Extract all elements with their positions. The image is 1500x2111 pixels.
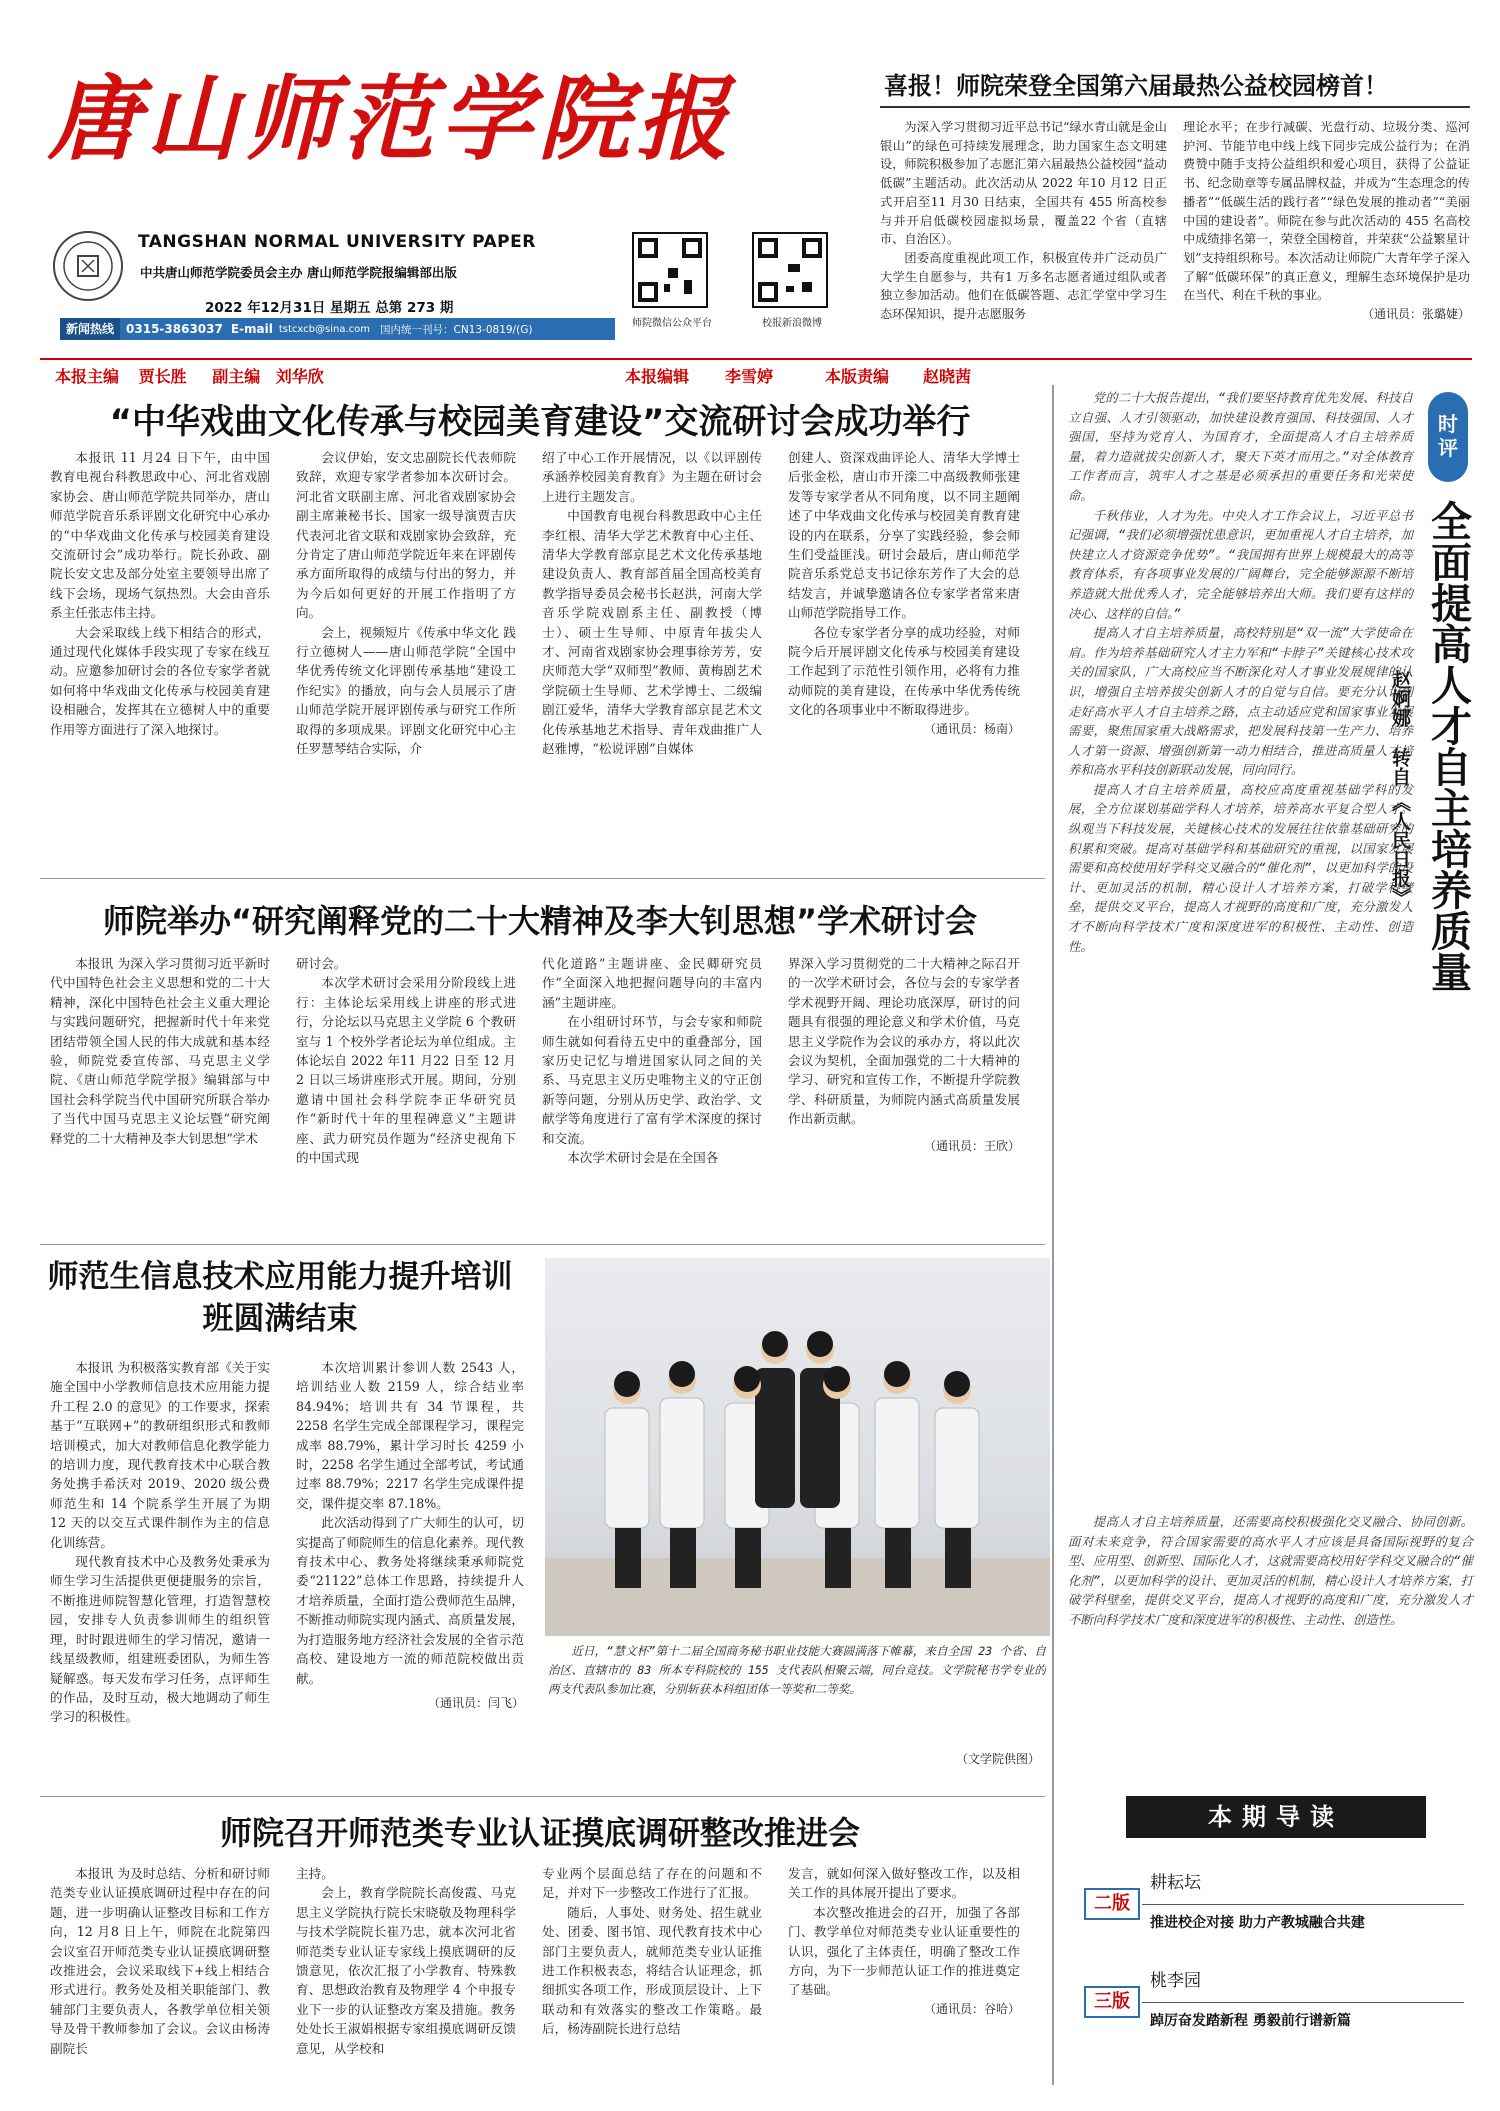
top-article-p2: 团委高度重视此项工作，积极宣传并广泛动员广大学生自愿参与，共有1 万多名志愿者通过组队或者独立参加活动。他们在低碳答题、志汇学堂中学习生态环保知识，提升志愿服务 [880,250,1167,322]
hotline-phone: 0315-3863037 [126,322,223,336]
a2-p7: 界深入学习贯彻党的二十大精神之际召开的一次学术研讨会，各位与会的专家学者学术视野开阔、理论功底深厚，研讨的问题具有很强的理论意义和学术价值，马克思主义学院作为会议的承办方，将以此次会议为契机，全面加强党的二十大精神的学习、研究和宣传工作，不断提升学院教学、科研质量，为师院内涵式高质量发展作出新贡献。 [788,956,1020,1127]
a3-p3: 本次培训累计参训人数 2543 人，培训结业人数 2159 人，综合结业率 84.94%；培训共有 34 节课程，共 2258 名学生完成全部课程学习，课程完成率 88.79%，累计学习时长 4259 小时，2258 名学生通过全部考试，考试通过率 88.79%；2217 名学生完成课件提交，课件提交率 87.18%。 [296,1360,524,1511]
a3-p1: 本报讯 为积极落实教育部《关于实施全国中小学教师信息技术应用能力提升工程 2.0 的意见》的工作要求，探索基于“互联网+”的教研组织形式和教师培训模式，加大对教师信息化教学能力的培训力度，现代教育技术中心联合教务处携手希沃对 2019、2020 级公费师范生和 14 个院系学生开展了为期 12 天的以交互式课件制作为主的信息化训练营。 [50,1360,270,1550]
email-label: E-mail [230,322,273,336]
commentary-source-label: 转自 [1389,747,1411,786]
rule-2 [40,1244,1045,1245]
group-photo-figures [545,1258,1050,1636]
masthead-title: 唐山师范学院报 [48,65,735,173]
guide-title-bar [1126,1796,1426,1838]
top-article-signature: （通讯员：张璐婕） [1361,307,1470,322]
commentary-headline: 全面提高人才自主培养质量 [1424,500,1472,992]
a2-signature: （通讯员：王欣） [923,1138,1020,1153]
a4-p7: 本次整改推进会的召开，加强了各部门、教学单位对师范类专业认证重要性的认识，强化了主体责任，明确了整改工作方向，为下一步师范认证工作的推进奠定了基础。 [788,1904,1020,1998]
commentary-badge-top: 时 [1438,412,1458,436]
a2-p3: 本次学术研讨会采用分阶段线上进行：主体论坛采用线上讲座的形式进行，分论坛以马克思主义学院 6 个教研室与 1 个校外学者论坛为单位组成。主体论坛自 2022 年11 月22 日至 12 月2 日以三场讲座形式开展。期间，分别邀请中国社会科学院李正华研究员作“新时代十年的里程碑意义”主题讲座、武力研究员作题为“经济史视角下的中国式现 [296,975,516,1166]
masthead-english: TANGSHAN NORMAL UNIVERSITY PAPER [138,232,536,252]
a3-p4: 此次活动得到了广大师生的认可，切实提高了师院师生的信息化素养。现代教育技术中心、教务处将继续秉承师院党委“21122”总体工作思路，持续提升人才培养质量，全面打造公费师范生品牌，不断推动师院实现内涵式、高质量发展，为打造服务地方经济社会发展的全省示范高校、建设地方一流的师范院校做出贡献。 [296,1515,524,1686]
a1-col2 [296,448,516,868]
a1-col4 [788,448,1020,868]
email-address: tstcxcb@sina.com [278,323,370,335]
commentary-p5: 提高人才自主培养质量，还需要高校积极强化交叉融合、协同创新。面对未来竞争，符合国家需要的高水平人才应该是具备国际视野的复合型、应用型、创新型、国际化人才，这就需要高校用好学科交叉融合的“催化剂”，以更加科学的设计、更加灵活的机制，精心设计人才培养方案，打破学科壁垒，提供交叉平台，提高人才视野的高度和广度，充分激发人才不断向科学技术广度和深度进军的积极性、主动性、创造性。 [1068,1514,1473,1627]
a1-p5: 绍了中心工作开展情况，以《以评剧传承涵养校园美育教育》为主题在研讨会上进行主题发言。 [542,450,762,504]
guide-item-2[interactable] [1084,1964,1464,2044]
weibo-qr-code [752,232,828,308]
a4-p1: 本报讯 为及时总结、分析和研讨师范类专业认证摸底调研过程中存在的问题，进一步明确认证整改目标和工作方向，12 月8 日上午，师院在北院第四会议室召开师范类专业认证摸底调研整改推进会，会议采取线下+线上相结合形式进行。教务处及相关职能部门、教辅部门主要负责人，各教学单位相关领导及骨干教师参加了会议。会议由杨涛副院长 [50,1866,270,2056]
page-editor-label: 本报编辑 [625,367,690,386]
editors-bar [55,364,1055,386]
a1-signature: （通讯员：杨南） [923,721,1020,736]
guide-item-1-headline: 推进校企对接 助力产教城融合共建 [1150,1915,1365,1931]
hotline-ribbon [60,318,615,340]
a1-col1 [50,448,270,868]
header-divider [40,358,1472,360]
commentary-text-lower [1068,1512,1473,1774]
commentary-text-upper [1068,388,1413,1508]
guide-item-1[interactable] [1084,1866,1464,1946]
a1-p2: 大会采取线上线下相结合的形式，通过现代化媒体手段实现了专家在线互动。应邀参加研讨会的各位专家学者就如何将中华戏曲文化传承与校园美育建设相融合，发挥其在立德树人中的重要作用等方面进行了深入地探讨。 [50,624,270,737]
guide-item-1-section: 耕耘坛 [1150,1873,1201,1893]
university-seal-logo [52,230,124,302]
a4-col4 [788,1864,1020,2096]
hotline-label: 新闻热线 [60,318,120,340]
a2-col3 [542,954,762,1276]
guide-item-2-page: 三版 [1084,1986,1140,2018]
commentary-source: 《人民日报》 [1389,792,1411,907]
sidebar-divider [1052,385,1054,2085]
a4-col2 [296,1864,516,2096]
a2-col2 [296,954,516,1276]
group-photo [545,1258,1050,1636]
a4-p6: 发言，就如何深入做好整改工作，以及相关工作的具体展开提出了要求。 [788,1866,1020,1901]
top-article [880,66,1470,356]
rule-3 [40,1796,1045,1797]
a1-p7: 创建人、资深戏曲评论人、清华大学博士后张金松，唐山市开滦二中高级教师张建发等专家学者从不同角度，以不同主题阐述了中华戏曲文化传承与校园美育教育建设的内在联系，分享了实践经验，参会师生们受益匪浅。研讨会最后，唐山师范学院音乐系党总支书记徐东芳作了大会的总结发言，并诚挚邀请各位专家学者常来唐山师范学院指导工作。 [788,450,1020,621]
commentary-p3: 提高人才自主培养质量，高校特别是“双一流”大学使命在肩。作为培养基础研究人才主力军和“卡脖子”关键核心技术攻关的国家队，广大高校应当不断深化对人才事业发展规律的认识，增强自主培养拔尖创新人才的自觉与自信。要充分认识到走好高水平人才自主培养之路，点主动适应党和国家事业发展需要，聚焦国家重大战略需求，把发展科技第一生产力、培养人才第一资源、增强创新第一动力相结合，推进高质量人才培养和高水平科技创新联动发展，同向同行。 [1068,625,1413,778]
top-article-rule [880,106,1470,108]
a1-col3 [542,448,762,868]
a4-p4: 专业两个层面总结了存在的问题和不足，并对下一步整改工作进行了汇报。 [542,1866,762,1901]
a2-p6: 本次学术研讨会是在全国各 [567,1150,719,1166]
chief-editor: 贾长胜 [138,367,187,386]
guide-item-2-headline: 踔厉奋发踏新程 勇毅前行谱新篇 [1150,2013,1351,2029]
guide-item-1-rule [1142,1904,1464,1905]
a3-signature: （通讯员：闫飞） [427,1695,524,1710]
a4-col3 [542,1864,762,2096]
guide-item-1-page: 二版 [1084,1888,1140,1920]
a2-p2: 研讨会。 [296,956,347,971]
a1-p4: 会上，视频短片《传承中华文化 践行立德树人——唐山师范学院“全国中华优秀传统文化评剧传承基地”建设工作纪实》的播放，向与会人员展示了唐山师范学院开展评剧传承与研究工作所取得的多项成果。评剧文化研究中心主任罗慧琴结合实际，介 [296,624,516,757]
photo-caption [548,1642,1046,1726]
page-editor: 李雪婷 [725,367,774,386]
top-article-col1 [880,118,1167,358]
a1-p3: 会议伊始，安文忠副院长代表师院致辞，欢迎专家学者参加本次研讨会。河北省文联副主席、河北省戏剧家协会副主席兼秘书长、国家一级导演贾吉庆代表河北省文联和戏剧家协会致辞，充分肯定了唐山师范学院近年来在评剧传承方面所取得的成绩与付出的努力，并为今后如何更好的开展工作指明了方向。 [296,450,516,621]
a1-p8: 各位专家学者分享的成功经验，对师院今后开展评剧文化传承与校园美育建设工作起到了示范性引领作用，必将有力推动师院的美育建设，在传承中华优秀传统文化的各项事业中不断取得进步。 [788,624,1020,718]
photo-credit: （文学院供图） [955,1752,1040,1766]
a2-col1 [50,954,270,1276]
a3-col2 [296,1358,524,1818]
commentary-p4: 提高人才自主培养质量，高校应高度重视基础学科的发展，全方位谋划基础学科人才培养，培养高水平复合型人才。纵观当下科技发展，关键核心技术的发展往往依靠基础研究的积累和突破。提高对基础学科和基础研究的重视，以国家发展需要和高校使用好学科交叉融合的“催化剂”，以更加科学的设计、更加灵活的机制，精心设计人才培养方案，打破学科壁垒，提供交叉平台，提高人才视野的高度和广度，充分激发人才不断向科学技术广度和深度进军的积极性、主动性、创造性。 [1068,781,1413,954]
a4-p5: 随后，人事处、财务处、招生就业处、团委、图书馆、现代教育技术中心部门主要负责人，就师范类专业认证推进工作积极表态，将结合认证理念，抓细抓实各项工作，形成顶层设计、上下联动和有效落实的整改工作策略。最后，杨涛副院长进行总结 [542,1904,762,2037]
a3-col1 [50,1358,270,1818]
a2-col4 [788,954,1020,1276]
a4-col1 [50,1864,270,2096]
a2-p5: 在小组研讨环节，与会专家和师院师生就如何看待五史中的重叠部分，国家历史记忆与增进国家认同之间的关系、马克思主义历史唯物主义的守正创新等问题，分别从历史学、政治学、文献学等角度进行了富有学术深度的探讨和交流。 [542,1014,762,1146]
top-article-p3: 理论水平；在步行减碳、光盘行动、垃圾分类、巡河护河、节能节电中线上线下同步完成公益行为；在消费赞中随手支持公益组织和爱心项目，获得了公益证书、纪念勋章等专属品牌权益，并成为“生态理念的传播者”“低碳生活的践行者”“绿色发展的推动者”“美丽中国的建设者”。师院在参与此次活动的 455 名高校中成绩排名第一，荣登全国榜首，并荣获“公益繁星计划”支持组织称号。本次活动让师院广大青年学子深入了解“低碳环保”的真正意义，理解生态环境保护是功在当代、利在千秋的事业。 [1183,120,1470,303]
masthead-publisher: 中共唐山师范学院委员会主办 唐山师范学院报编辑部出版 [140,265,457,280]
wechat-qr-code [632,232,708,308]
top-article-title: 喜报！师院荣登全国第六届最热公益校园榜首！ [884,72,1388,100]
guide-item-2-section: 桃李园 [1150,1971,1201,1991]
a3-p2: 现代教育技术中心及教务处秉承为师生学习生活提供更便捷服务的宗旨，不断推进师院智慧化管理，打造智慧校园，安排专人负责参训师生的组织管理，时时跟进师生的学习情况，邀请一线星级教师，组建班委团队，为师生答疑解惑。每天发布学习任务，点评师生的作品，及时互动，极大地调动了师生学习的积极性。 [50,1554,270,1725]
masthead-date: 2022 年12月31日 星期五 总第 273 期 [205,300,454,316]
masthead [0,0,870,355]
a4-signature: （通讯员：谷哈） [923,2001,1020,2016]
deputy-editor: 刘华欣 [275,367,324,386]
guide-item-2-rule [1142,2002,1464,2003]
deputy-editor-label: 副主编 [212,367,261,386]
a4-p3: 会上，教育学院院长高俊霞、马克思主义学院执行院长宋晓敬及物理科学与技术学院院长崔乃忠，就本次河北省师范类专业认证专家线上摸底调研的反馈意见，依次汇报了小学教育、特殊教育、思想政治教育及物理学 4 个申报专业下一步的认证整改方案及措施。教务处处长王淑娟根据专家组摸底调研反馈意见，从学校和 [296,1885,516,2056]
top-article-p1: 为深入学习贯彻习近平总书记“绿水青山就是金山银山”的绿色可持续发展理念，助力国家生态文明建设，师院积极参加了志愿汇第六届最热公益校园“益动低碳”主题活动。此次活动从 2022 年10 月12 日正式开启至11 月30 日结束，全国共有 455 所高校参与并开启低碳校园虚拟场景，覆盖22 个省（直辖市、自治区）。 [880,120,1167,247]
a3-title: 师范生信息技术应用能力提升培训班圆满结束 [47,1259,513,1337]
commentary-p1: 党的二十大报告提出，“我们要坚持教育优先发展、科技自立自强、人才引领驱动，加快建设教育强国、科技强国、人才强国，坚持为党育人、为国育才，全面提高人才自主培养质量，着力造就拔尖创新人才，聚天下英才而用之。”对全体教育工作者而言，筑牢人才之基是必须承担的重要任务和光荣使命。 [1068,390,1413,503]
a2-title: 师院举办“研究阐释党的二十大精神及李大钊思想”学术研讨会 [102,902,978,940]
duty-editor: 赵晓茜 [923,367,972,386]
a1-p1: 本报讯 11 月24 日下午，由中国教育电视台科教思政中心、河北省戏剧家协会、唐山师范学院共同举办，唐山师范学院音乐系评剧文化研究中心承办的“中华戏曲文化传承与校园美育建设交流研讨会”成功举行。院长孙政、副院长安文忠及部分处室主要领导出席了线下会场，现场气氛热烈。大会由音乐系主任张志伟主持。 [50,450,270,621]
a1-p6: 中国教育电视台科教思政中心主任李红根、清华大学艺术教育中心主任、清华大学教育部京昆艺术文化传承基地建设负责人、教育部首届全国高校美育教学指导委员会秘书长赵洪，河南大学音乐学院戏剧系主任、副教授（博士）、硕士生导师、中原青年拔尖人才、河南省戏剧家协会理事徐芳芳，安庆师范大学“双师型”教师、黄梅剧艺术学院硕士生导师、艺术学博士、二级编剧江爱华，清华大学教育部京昆艺术文化传承基地艺术指导、青年戏曲推广人赵雅博，“松说评剧”自媒体 [542,508,762,757]
guide-title: 本期导读 [1208,1803,1344,1831]
qr2-label: 校报新浪微博 [762,318,822,329]
a4-title: 师院召开师范类专业认证摸底调研整改推进会 [219,1814,860,1852]
qr1-label: 师院微信公众平台 [632,318,712,329]
photo-caption-text: 近日，“慧文杯”第十二届全国商务秘书职业技能大赛圆满落下帷幕，来自全国 23 个省、自治区、直辖市的 83 所本专科院校的 155 支代表队相聚云端，同台竞技。文学院秘书学专业的两支代表队参加比赛，分别斩获本科组团体一等奖和二等奖。 [548,1644,1046,1696]
issn: 国内统一刊号：CN13-0819/(G) [380,323,533,336]
a1-title: “中华戏曲文化传承与校园美育建设”交流研讨会成功举行 [109,402,971,442]
commentary-p2: 千秋伟业，人才为先。中央人才工作会议上，习近平总书记强调，“我们必须增强忧患意识，更加重视人才自主培养，加快建立人才资源竞争优势”。“我国拥有世界上规模最大的高等教育体系，有各项事业发展的广阔舞台，完全能够源源不断培养造就大批优秀人才，完全能够培养出大师。我们要有这样的决心、这样的自信。” [1068,507,1413,621]
rule-1 [40,878,1045,879]
a4-p2: 主持。 [296,1866,334,1881]
a2-p1: 本报讯 为深入学习贯彻习近平新时代中国特色社会主义思想和党的二十大精神，深化中国特色社会主义重大理论与实践问题研究，把握新时代十年来党团结带领全国人民的伟大成就和基本经验，师院党委宣传部、马克思主义学院、《唐山师范学院学报》编辑部与中国社会科学院当代中国研究所联合举办了当代中国马克思主义论坛暨“研究阐释党的二十大精神及李大钊思想”学术 [50,956,270,1146]
top-article-col2 [1183,118,1470,358]
guide-box [1076,1796,1472,2086]
a2-p4: 代化道路”主题讲座、金民卿研究员作“全面深入地把握问题导向的丰富内涵”主题讲座。 [542,956,762,1010]
chief-editor-label: 本报主编 [55,367,120,386]
commentary-author: 赵婀娜 [1389,670,1411,727]
duty-editor-label: 本版责编 [825,367,890,386]
commentary-badge [1428,392,1468,482]
commentary-badge-bottom: 评 [1438,436,1458,460]
